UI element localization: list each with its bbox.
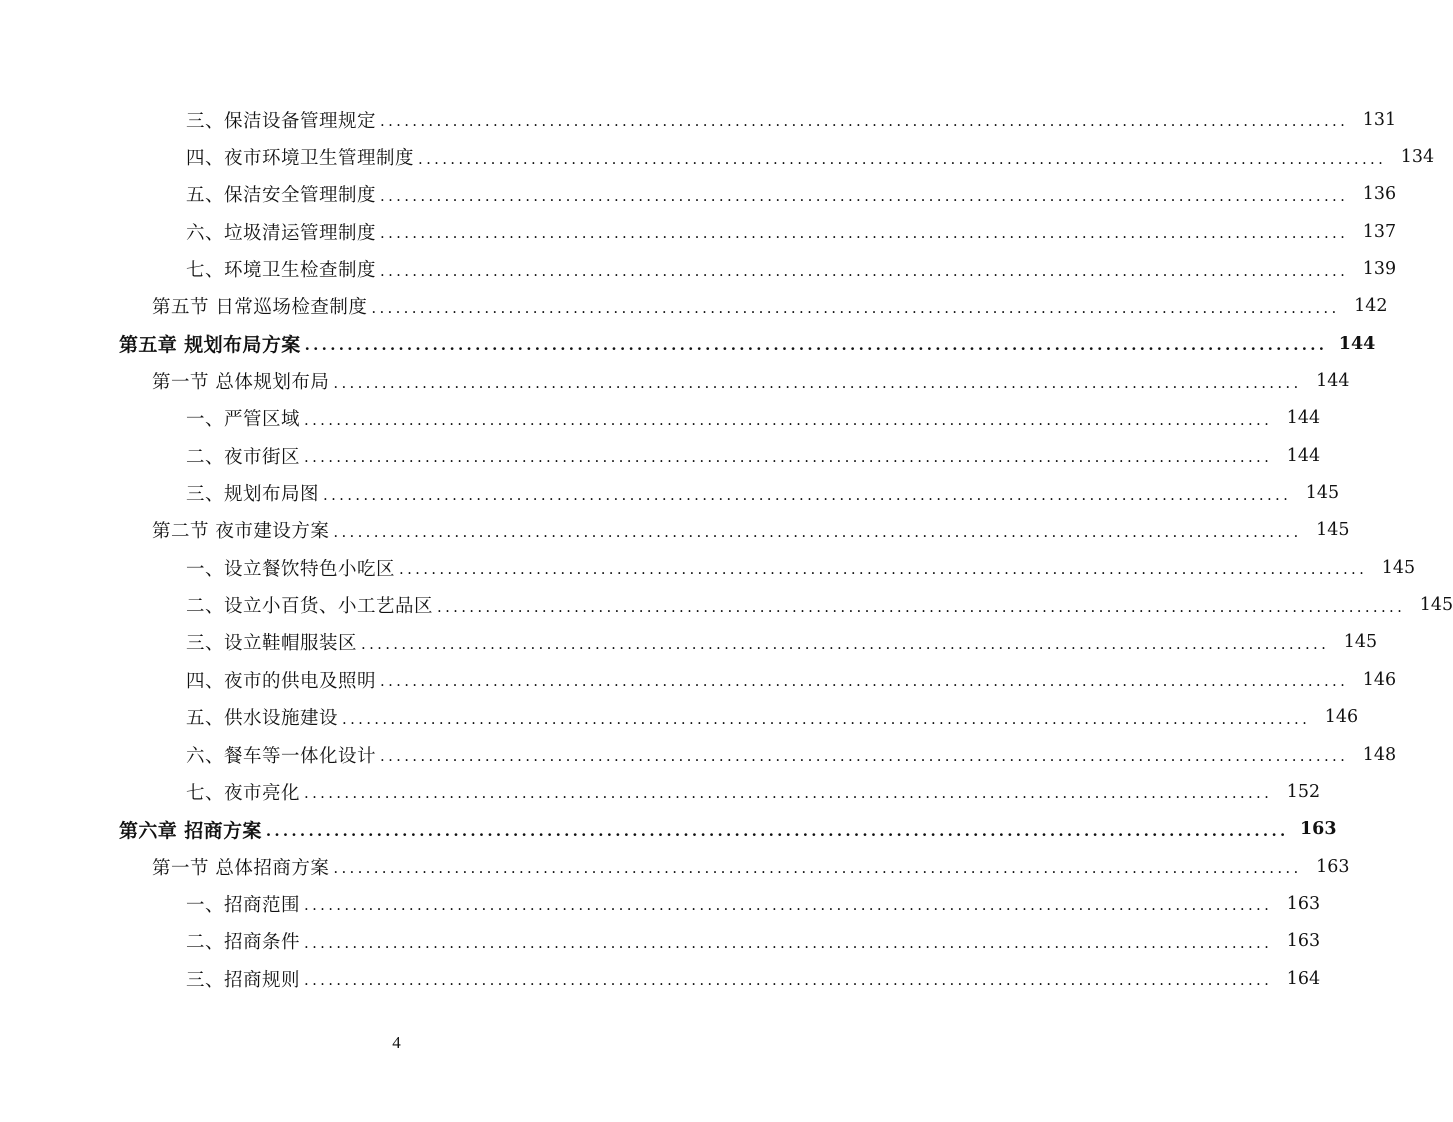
toc-subsection-entry[interactable] [0, 138, 1435, 175]
toc-subsection-entry[interactable] [0, 250, 1397, 287]
dot-leader: ........................................................................................................................ [333, 859, 1302, 878]
table-of-contents [0, 101, 1453, 997]
toc-entry-title: 六、垃圾清运管理制度 [186, 222, 377, 244]
dot-leader: ........................................................................................................................ [304, 784, 1273, 803]
dot-leader: ........................................................................................................................ [342, 709, 1311, 728]
toc-subsection-entry[interactable] [0, 474, 1340, 511]
dot-leader: ........................................................................................................................ [304, 448, 1273, 467]
toc-subsection-entry[interactable] [0, 624, 1378, 661]
toc-entry-page: 164 [1286, 968, 1321, 989]
toc-entry-title: 第一节 总体规划布局 [152, 372, 330, 394]
dot-leader: ........................................................................................................................ [361, 634, 1330, 653]
dot-leader: ........................................................................................................................ [380, 112, 1349, 131]
dot-leader: ........................................................................................................................ [265, 821, 1289, 840]
toc-section-entry[interactable] [0, 512, 1350, 549]
dot-leader: ........................................................................................................................ [323, 485, 1292, 504]
toc-subsection-entry[interactable] [0, 437, 1321, 474]
dot-leader: ........................................................................................................................ [380, 672, 1349, 691]
dot-leader: ........................................................................................................................ [380, 224, 1349, 243]
dot-leader: ........................................................................................................................ [333, 373, 1302, 392]
toc-entry-page: 145 [1419, 595, 1453, 616]
toc-subsection-entry[interactable] [0, 176, 1397, 213]
dot-leader: ........................................................................................................................ [380, 261, 1349, 280]
toc-entry-title: 第二节 夜市建设方案 [152, 521, 330, 543]
toc-subsection-entry[interactable] [0, 960, 1321, 997]
toc-subsection-entry[interactable] [0, 736, 1397, 773]
toc-entry-page: 146 [1362, 669, 1397, 690]
toc-entry-title: 七、夜市亮化 [186, 782, 301, 804]
toc-entry-title: 四、夜市的供电及照明 [186, 670, 377, 692]
toc-entry-title: 二、夜市街区 [186, 446, 301, 468]
toc-entry-title: 一、严管区域 [186, 409, 301, 431]
toc-subsection-entry[interactable] [0, 773, 1321, 810]
toc-entry-page: 145 [1316, 520, 1350, 541]
toc-entry-page: 142 [1354, 296, 1388, 317]
toc-chapter-entry[interactable] [0, 811, 1337, 848]
dot-leader: ........................................................................................................................ [304, 933, 1273, 952]
toc-subsection-entry[interactable] [0, 586, 1453, 623]
toc-entry-page: 145 [1343, 632, 1378, 653]
toc-subsection-entry[interactable] [0, 549, 1416, 586]
toc-entry-title: 七、环境卫生检查制度 [186, 260, 377, 282]
toc-entry-title: 三、招商规则 [186, 969, 301, 991]
toc-entry-page: 144 [1286, 408, 1321, 429]
toc-entry-page: 145 [1305, 483, 1340, 504]
toc-entry-title: 六、餐车等一体化设计 [186, 745, 377, 767]
dot-leader: ........................................................................................................................ [380, 747, 1349, 766]
toc-entry-page: 144 [1316, 371, 1350, 392]
dot-leader: ........................................................................................................................ [399, 560, 1368, 579]
toc-entry-page: 137 [1362, 221, 1397, 242]
toc-entry-page: 163 [1299, 819, 1337, 840]
dot-leader: ........................................................................................................................ [371, 298, 1340, 317]
toc-entry-title: 五、供水设施建设 [186, 708, 339, 730]
dot-leader: ........................................................................................................................ [304, 971, 1273, 990]
toc-entry-page: 163 [1286, 931, 1321, 952]
toc-subsection-entry[interactable] [0, 101, 1397, 138]
toc-entry-title: 一、设立餐饮特色小吃区 [186, 558, 396, 580]
toc-entry-page: 163 [1286, 893, 1321, 914]
toc-entry-page: 139 [1362, 259, 1397, 280]
toc-entry-title: 第五章 规划布局方案 [119, 334, 301, 357]
dot-leader: ........................................................................................................................ [437, 597, 1406, 616]
toc-entry-title: 三、保洁设备管理规定 [186, 110, 377, 132]
toc-subsection-entry[interactable] [0, 400, 1321, 437]
toc-entry-page: 148 [1362, 744, 1397, 765]
toc-entry-title: 一、招商范围 [186, 894, 301, 916]
toc-entry-page: 136 [1362, 184, 1397, 205]
dot-leader: ........................................................................................................................ [304, 896, 1273, 915]
toc-entry-page: 163 [1316, 856, 1350, 877]
toc-subsection-entry[interactable] [0, 661, 1397, 698]
toc-entry-title: 五、保洁安全管理制度 [186, 185, 377, 207]
toc-section-entry[interactable] [0, 848, 1350, 885]
toc-subsection-entry[interactable] [0, 213, 1397, 250]
toc-entry-title: 二、设立小百货、小工艺品区 [186, 596, 434, 618]
dot-leader: ........................................................................................................................ [380, 186, 1349, 205]
toc-entry-title: 二、招商条件 [186, 932, 301, 954]
page-number: 4 [392, 1033, 401, 1052]
toc-entry-page: 144 [1338, 333, 1376, 354]
toc-entry-title: 三、设立鞋帽服装区 [186, 633, 358, 655]
toc-entry-page: 131 [1362, 109, 1397, 130]
toc-chapter-entry[interactable] [0, 325, 1376, 362]
toc-entry-title: 四、夜市环境卫生管理制度 [186, 148, 415, 170]
toc-entry-title: 第六章 招商方案 [119, 819, 262, 842]
toc-entry-title: 第一节 总体招商方案 [152, 857, 330, 879]
toc-entry-title: 三、规划布局图 [186, 484, 320, 506]
toc-entry-page: 145 [1381, 557, 1416, 578]
toc-subsection-entry[interactable] [0, 885, 1321, 922]
dot-leader: ........................................................................................................................ [304, 410, 1273, 429]
toc-entry-page: 144 [1286, 445, 1321, 466]
dot-leader: ........................................................................................................................ [418, 149, 1387, 168]
dot-leader: ........................................................................................................................ [304, 336, 1328, 355]
toc-section-entry[interactable] [0, 288, 1388, 325]
toc-subsection-entry[interactable] [0, 923, 1321, 960]
toc-subsection-entry[interactable] [0, 699, 1359, 736]
toc-entry-page: 134 [1400, 147, 1435, 168]
toc-entry-page: 152 [1286, 781, 1321, 802]
dot-leader: ........................................................................................................................ [333, 522, 1302, 541]
toc-section-entry[interactable] [0, 362, 1350, 399]
toc-entry-title: 第五节 日常巡场检查制度 [152, 297, 368, 319]
toc-entry-page: 146 [1324, 707, 1359, 728]
